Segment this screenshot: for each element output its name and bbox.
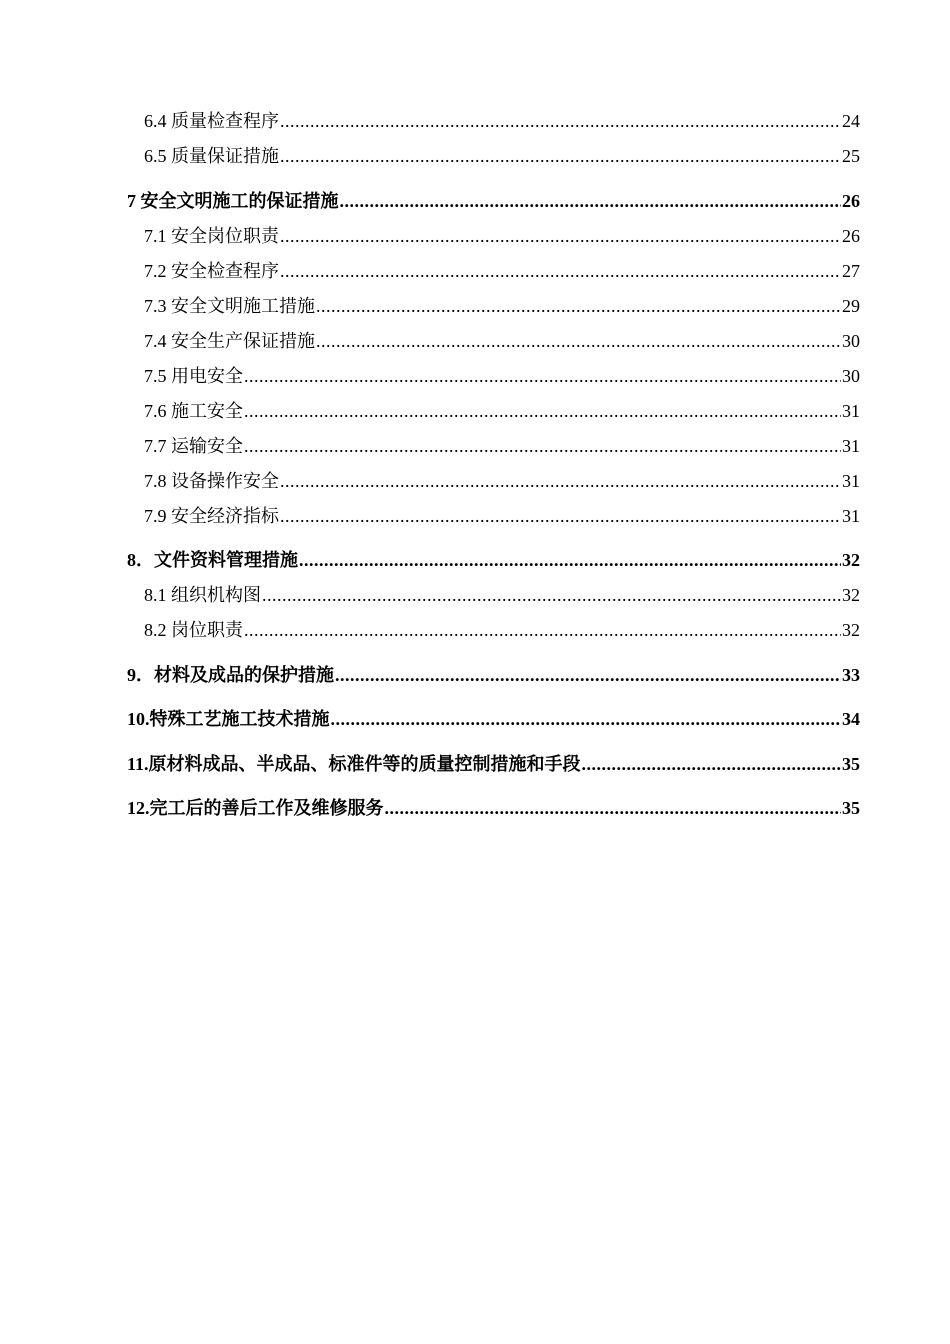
toc-page-number: 31	[842, 505, 860, 526]
toc-page-number: 31	[842, 400, 860, 421]
toc-entry[interactable]	[127, 139, 860, 174]
toc-dot-leader	[280, 499, 841, 534]
toc-entry-title: 6.5 质量保证措施	[144, 146, 279, 166]
toc-entry[interactable]	[127, 289, 860, 324]
toc-dot-leader	[280, 139, 841, 174]
toc-entry[interactable]	[127, 429, 860, 464]
toc-page-number: 32	[842, 550, 860, 570]
toc-dot-leader	[244, 613, 841, 648]
toc-entry[interactable]	[127, 499, 860, 534]
toc-entry[interactable]	[127, 613, 860, 648]
toc-dot-leader	[280, 104, 841, 139]
toc-entry[interactable]	[127, 394, 860, 429]
toc-entry[interactable]	[127, 324, 860, 359]
toc-page-number: 29	[842, 295, 860, 316]
toc-page-number: 30	[842, 330, 860, 351]
toc-dot-leader	[331, 702, 842, 737]
toc-entry-title: 7.2 安全检查程序	[144, 260, 279, 281]
toc-entry-title: 7.9 安全经济指标	[144, 505, 279, 526]
toc-section-entry[interactable]	[127, 534, 860, 579]
table-of-contents	[127, 104, 860, 826]
toc-entry-title: 7.5 用电安全	[144, 365, 243, 386]
toc-page-number: 31	[842, 470, 860, 491]
toc-page-number: 33	[842, 664, 860, 685]
toc-page-number: 32	[842, 620, 860, 640]
toc-page-number: 26	[842, 190, 860, 211]
toc-dot-leader	[340, 184, 842, 219]
toc-section-title: 8．文件资料管理措施	[127, 550, 298, 570]
toc-page-number: 24	[842, 111, 860, 131]
toc-dot-leader	[244, 429, 841, 464]
toc-section-entry[interactable]	[127, 782, 860, 827]
toc-entry[interactable]	[127, 464, 860, 499]
toc-dot-leader	[316, 289, 841, 324]
toc-dot-leader	[280, 254, 841, 289]
toc-page-number: 30	[842, 365, 860, 386]
toc-page-number: 25	[842, 146, 860, 166]
toc-dot-leader	[262, 578, 841, 613]
toc-page-number: 32	[842, 585, 860, 605]
toc-entry-title: 8.2 岗位职责	[144, 620, 243, 640]
toc-section-entry[interactable]	[127, 648, 860, 693]
toc-dot-leader	[316, 324, 841, 359]
toc-section-title: 12.完工后的善后工作及维修服务	[127, 798, 384, 818]
toc-entry[interactable]	[127, 578, 860, 613]
toc-entry-title: 8.1 组织机构图	[144, 585, 261, 605]
toc-entry[interactable]	[127, 254, 860, 289]
toc-section-entry[interactable]	[127, 693, 860, 738]
toc-entry[interactable]	[127, 359, 860, 394]
toc-entry-title: 7.3 安全文明施工措施	[144, 295, 315, 316]
toc-section-title: 11.原材料成品、半成品、标准件等的质量控制措施和手段	[127, 753, 581, 774]
toc-section-entry[interactable]	[127, 174, 860, 219]
toc-section-entry[interactable]	[127, 737, 860, 782]
toc-dot-leader	[335, 658, 841, 693]
toc-dot-leader	[244, 394, 841, 429]
toc-page-number: 26	[842, 225, 860, 246]
toc-section-title: 10.特殊工艺施工技术措施	[127, 709, 330, 729]
toc-dot-leader	[280, 219, 841, 254]
toc-page-number: 34	[842, 709, 860, 729]
toc-section-title: 9．材料及成品的保护措施	[127, 664, 334, 685]
toc-section-title: 7 安全文明施工的保证措施	[127, 190, 339, 211]
toc-page-number: 35	[842, 798, 860, 818]
toc-entry-title: 7.4 安全生产保证措施	[144, 330, 315, 351]
toc-dot-leader	[299, 543, 841, 578]
toc-entry-title: 7.6 施工安全	[144, 400, 243, 421]
toc-page-number: 35	[842, 753, 860, 774]
toc-dot-leader	[280, 464, 841, 499]
toc-dot-leader	[244, 359, 841, 394]
toc-entry[interactable]	[127, 219, 860, 254]
toc-page-number: 27	[842, 260, 860, 281]
toc-entry-title: 6.4 质量检查程序	[144, 111, 279, 131]
toc-entry-title: 7.7 运输安全	[144, 435, 243, 456]
toc-dot-leader	[582, 747, 841, 782]
toc-entry-title: 7.8 设备操作安全	[144, 470, 279, 491]
toc-entry-title: 7.1 安全岗位职责	[144, 225, 279, 246]
toc-dot-leader	[385, 791, 842, 826]
toc-page-number: 31	[842, 435, 860, 456]
toc-entry[interactable]	[127, 104, 860, 139]
